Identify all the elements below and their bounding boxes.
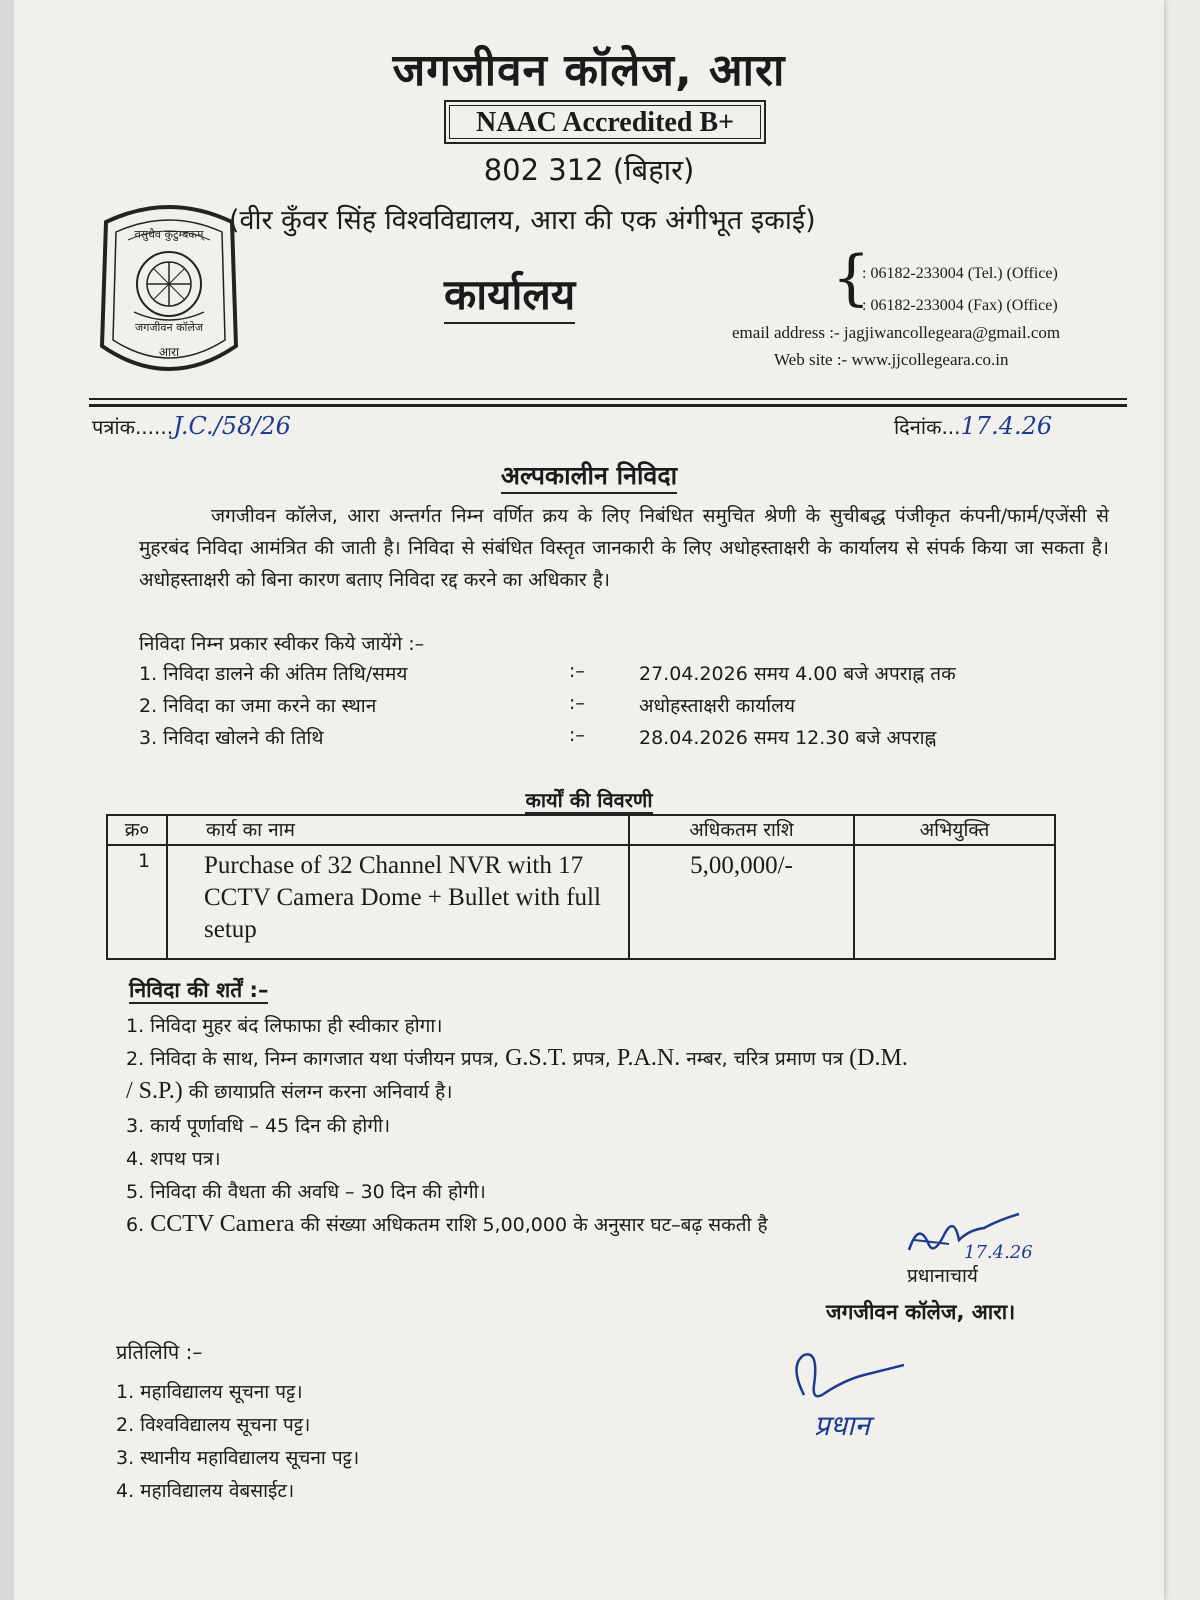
table-header-row xyxy=(107,815,1055,845)
schedule-value: 28.04.2026 समय 12.30 बजे अपराह्न xyxy=(639,727,937,749)
logo-motto: वसुधैव कुटुम्बकम् xyxy=(134,228,204,241)
col-work-name: कार्य का नाम xyxy=(167,815,629,845)
reference-date: दिनांक...17.4.26 xyxy=(894,412,1053,440)
schedule-sep: :– xyxy=(569,660,585,682)
affiliation: (वीर कुँवर सिंह विश्वविद्यालय, आरा की एक अंगीभूत इकाई) xyxy=(229,205,816,236)
condition-item: 1. निविदा मुहर बंद लिफाफा ही स्वीकार होगा। xyxy=(126,1015,443,1037)
table-row xyxy=(107,845,1055,959)
copy-to-heading: प्रतिलिपि :– xyxy=(116,1340,203,1364)
logo-college: जगजीवन कॉलेज xyxy=(134,321,204,334)
header-rule xyxy=(89,398,1127,400)
signing-college: जगजीवन कॉलेज, आरा। xyxy=(826,1300,1016,1324)
copy-to-item: 3. स्थानीय महाविद्यालय सूचना पट्ट। xyxy=(116,1447,360,1469)
schedule-label: 1. निविदा डालने की अंतिम तिथि/समय xyxy=(139,663,408,685)
schedule-sep: :– xyxy=(569,724,585,746)
notice-title: अल्पकालीन निविदा xyxy=(14,458,1164,492)
college-name: जगजीवन कॉलेज, आरा xyxy=(392,45,786,96)
schedule-label: 3. निविदा खोलने की तिथि xyxy=(139,727,324,749)
col-serial: क्र० xyxy=(107,815,167,845)
copy-to-item: 1. महाविद्यालय सूचना पट्ट। xyxy=(116,1381,303,1403)
document-page xyxy=(14,0,1164,1600)
works-heading: कार्यों की विवरणी xyxy=(525,788,653,812)
row-amount: 5,00,000/- xyxy=(629,845,854,959)
fax-line: : 06182-233004 (Fax) (Office) xyxy=(862,297,1058,314)
condition-item: 6. CCTV Camera की संख्या अधिकतम राशि 5,00,000 के अनुसार घट–बढ़ सकती है xyxy=(126,1211,768,1237)
principal-title: प्रधानाचार्य xyxy=(907,1265,978,1287)
office-title: कार्यालय xyxy=(444,268,575,324)
reference-number: पत्रांक......J.C./58/26 xyxy=(92,412,291,440)
conditions-heading: निविदा की शर्तें :– xyxy=(129,978,269,1002)
reference-handwritten: J.C./58/26 xyxy=(173,412,291,440)
notice-intro: जगजीवन कॉलेज, आरा अन्तर्गत निम्न वर्णित क्रय के लिए निबंधित समुचित श्रेणी के सुचीबद्ध पंजीकृत कंपनी/फार्म/एजेंसी से मुहरबंद निविदा आमंत्रित की जाती है। निविदा से संबंधित विस्तृत जानकारी के लिए अधोहस्ताक्षरी के कार्यालय से संपर्क किया जा सकता है। अधोहस्ताक्षरी को बिना कारण बताए निविदा रद्द करने का अधिकार है। xyxy=(139,505,1109,591)
acceptance-line: निविदा निम्न प्रकार स्वीकर किये जायेंगे :– xyxy=(139,633,425,655)
col-remarks: अभियुक्ति xyxy=(854,815,1055,845)
date-handwritten: 17.4.26 xyxy=(960,412,1053,440)
condition-item: 5. निविदा की वैधता की अवधि – 30 दिन की होगी। xyxy=(126,1181,486,1203)
email-line: email address :- jagjiwancollegeara@gmail.com xyxy=(732,323,1061,342)
condition-item-cont: / S.P.) की छायाप्रति संलग्न करना अनिवार्य है। xyxy=(126,1078,453,1104)
condition-item: 4. शपथ पत्र। xyxy=(126,1148,221,1170)
tel-line: : 06182-233004 (Tel.) (Office) xyxy=(862,265,1058,282)
row-serial: 1 xyxy=(107,845,167,959)
handwritten-note-text: प्रधान xyxy=(814,1409,870,1442)
condition-item: 3. कार्य पूर्णावधि – 45 दिन की होगी। xyxy=(126,1115,391,1137)
condition-item: 2. निविदा के साथ, निम्न कागजात यथा पंजीयन प्रपत्र, G.S.T. प्रपत्र, P.A.N. नम्बर, चरित्र प्रमाण पत्र (D.M. xyxy=(126,1045,908,1071)
naac-text: NAAC Accredited B+ xyxy=(449,105,761,139)
works-table xyxy=(106,814,1056,960)
schedule-label: 2. निविदा का जमा करने का स्थान xyxy=(139,695,377,717)
header-rule-thick xyxy=(89,404,1127,407)
pin-code: 802 312 (बिहार) xyxy=(483,153,695,187)
signature-date: 17.4.26 xyxy=(964,1242,1033,1263)
copy-to-item: 4. महाविद्यालय वेबसाईट। xyxy=(116,1480,295,1502)
college-logo xyxy=(94,196,244,386)
logo-city: आरा xyxy=(158,345,180,359)
col-max-amount: अधिकतम राशि xyxy=(629,815,854,845)
brace-glyph: { xyxy=(832,243,871,313)
schedule-sep: :– xyxy=(569,692,585,714)
reference-label: पत्रांक xyxy=(92,415,135,439)
naac-badge xyxy=(444,100,766,144)
principal-signature xyxy=(899,1200,1059,1270)
handwritten-note xyxy=(784,1345,934,1455)
copy-to-item: 2. विश्वविद्यालय सूचना पट्ट। xyxy=(116,1414,311,1436)
schedule-value: अधोहस्ताक्षरी कार्यालय xyxy=(639,695,796,717)
website-line: Web site :- www.jjcollegeara.co.in xyxy=(774,350,1009,369)
row-remarks xyxy=(854,845,1055,959)
row-work-name: Purchase of 32 Channel NVR with 17 CCTV Camera Dome + Bullet with full setup xyxy=(167,845,629,959)
date-label: दिनांक xyxy=(894,415,942,439)
schedule-value: 27.04.2026 समय 4.00 बजे अपराह्न तक xyxy=(639,663,956,685)
